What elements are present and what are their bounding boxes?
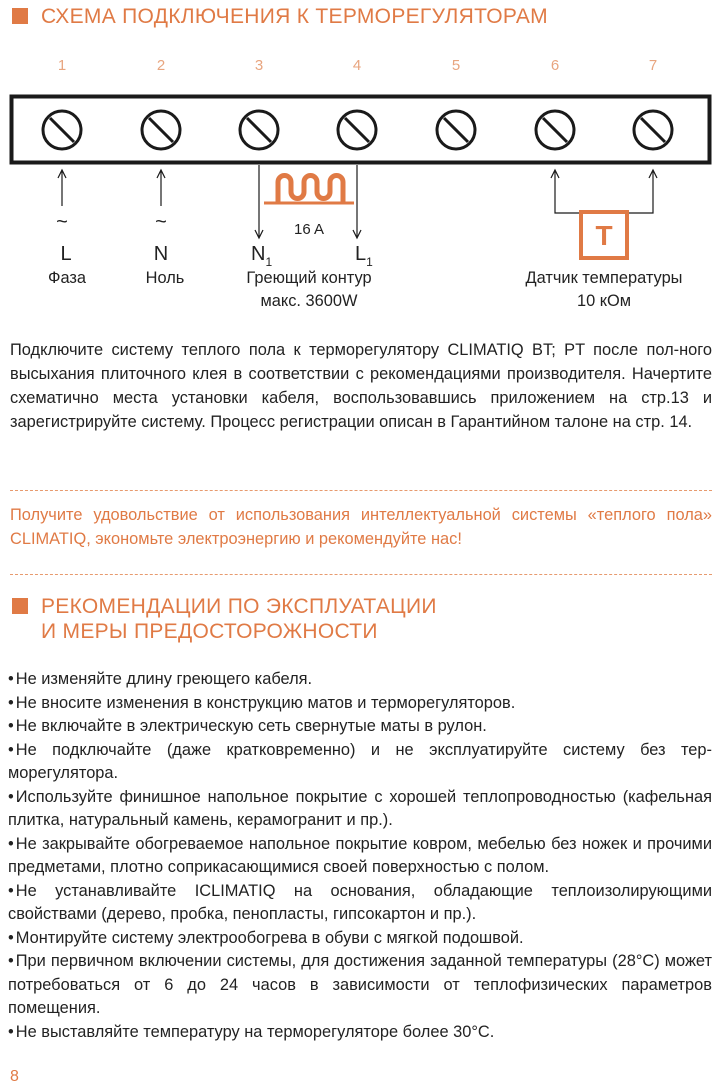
intro-paragraph: Подключите систему теплого пола к терморегулятору CLIMATIQ BT; PT после пол-ного высыхания плиточного клея в соответствии с рекомендациями производителя. Начертите схематично места установки кабеля, воспользовавшись приложением на стр.13 и зарегистрируйте систему. Процесс регистрации описан в Гарантийном талоне на стр. 14. [10,341,712,431]
terminal-number: 4 [352,57,362,74]
terminal-number: 5 [451,57,461,74]
terminal-screw-icon [338,111,376,149]
wiring-diagram [0,46,722,321]
list-item: • Не подключайте (даже кратковременно) и не эксплуатируйте систему без тер-морегулятора. [8,739,712,786]
terminal-screw-icon [437,111,475,149]
list-item: • Не устанавливайте ICLIMATIQ на основания, обладающие теплоизолирующими свойствами (дерево, пробка, пенопласты, гипсокартон и пр.). [8,880,712,927]
list-item: • Не вносите изменения в конструкцию матов и терморегуляторов. [8,692,712,716]
terminal-screw-icon [142,111,180,149]
terminal-number: 3 [254,57,264,74]
phase-tilde: ~ [56,211,68,233]
heating-power: макс. 3600W [260,292,358,310]
list-item: • Не закрывайте обогреваемое напольное покрытие ковром, мебелью без ножек и прочими предметами, плотно соприкасающимися своей поверхностью с полом. [8,833,712,880]
temperature-sensor-icon [581,212,627,258]
recommendations-list [8,668,712,1044]
dashed-divider [10,574,712,575]
terminal-screw-icon [634,111,672,149]
section-title: СХЕМА ПОДКЛЮЧЕНИЯ К ТЕРМОРЕГУЛЯТОРАМ [41,5,548,28]
slogan-text: Получите удовольствие от использования интеллектуальной системы «теплого пола» CLIMATIQ, экономьте электроэнергию и рекомендуйте нас! [10,506,712,548]
terminal-screw-icon [43,111,81,149]
terminal-number: 6 [550,57,560,74]
page-number: 8 [10,1068,19,1085]
sensor-label: Датчик температуры [525,269,683,287]
list-item: • Не выставляйте температуру на терморегуляторе более 30°C. [8,1021,712,1045]
l1-symbol: $L_1$ [355,243,373,269]
terminal-number: 1 [57,57,67,74]
section-title-line: И МЕРЫ ПРЕДОСТОРОЖНОСТИ [41,620,378,643]
list-item: • Монтируйте систему электрообогрева в обуви с мягкой подошвой. [8,927,712,951]
list-item: • Не изменяйте длину греющего кабеля. [8,668,712,692]
list-item: • При первичном включении системы, для достижения заданной температуры (28°C) может потребоваться от 6 до 24 часов в зависимости от теплофизических параметров помещения. [8,950,712,1021]
terminal-number: 2 [156,57,166,74]
list-item: • Не включайте в электрическую сеть свернутые маты в рулон. [8,715,712,739]
section-heading-recommendations [12,594,437,644]
neutral-symbol: N [153,243,169,265]
wire-arrows [58,165,657,238]
terminal-screw-icon [240,111,278,149]
heading-square-icon [12,8,28,24]
phase-symbol: L [60,243,72,265]
terminal-screw-icon [536,111,574,149]
dashed-divider [10,490,712,491]
heading-square-icon [12,598,28,614]
n1-symbol: $N_1$ [251,243,273,269]
terminal-number: 7 [648,57,658,74]
list-item: • Используйте финишное напольное покрытие с хорошей теплопроводностью (кафельная плитка, натуральный камень, керамогранит и пр.). [8,786,712,833]
neutral-tilde: ~ [155,211,167,233]
section-title-line: РЕКОМЕНДАЦИИ ПО ЭКСПЛУАТАЦИИ [41,595,437,618]
current-rating: 16 A [293,221,325,238]
section-heading-wiring [12,4,548,29]
heating-element-icon [264,176,354,203]
phase-label: Фаза [47,269,87,287]
sensor-resistance: 10 кОм [577,292,631,310]
sensor-symbol: T [595,220,613,251]
neutral-label: Ноль [145,269,185,287]
heating-circuit-label: Греющий контур [246,269,372,287]
